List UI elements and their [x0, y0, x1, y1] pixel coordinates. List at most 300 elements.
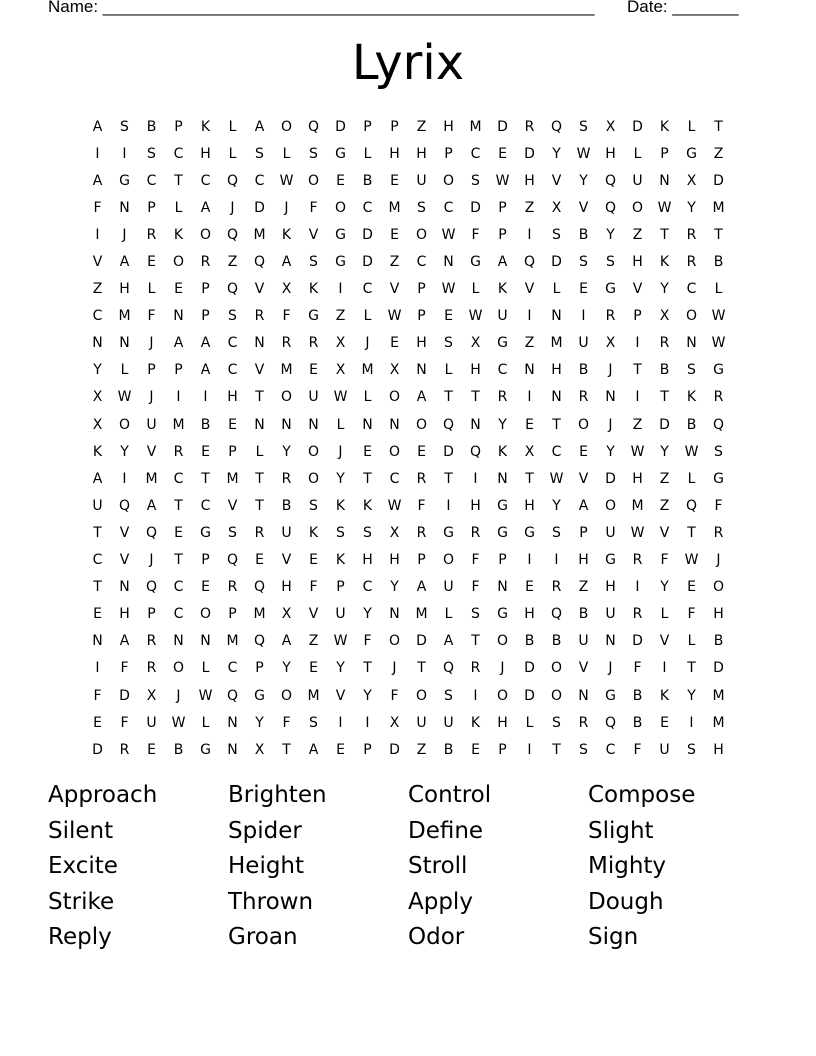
grid-letter: V: [119, 524, 130, 541]
grid-letter: N: [443, 254, 454, 271]
grid-letter: Q: [523, 254, 536, 271]
grid-letter: S: [444, 687, 453, 704]
grid-letter: I: [635, 579, 640, 596]
grid-letter: A: [497, 254, 508, 271]
grid-letter: E: [444, 308, 453, 325]
grid-letter: O: [118, 416, 131, 433]
grid-letter: U: [605, 606, 616, 623]
grid-letter: L: [120, 362, 129, 379]
word-list-item: Thrown: [228, 888, 314, 915]
grid-letter: A: [173, 335, 184, 352]
grid-letter: P: [201, 552, 210, 569]
grid-letter: Y: [255, 714, 264, 731]
grid-letter: V: [308, 226, 319, 243]
grid-letter: J: [122, 226, 127, 243]
grid-letter: G: [497, 524, 508, 541]
grid-letter: I: [581, 308, 586, 325]
grid-letter: I: [527, 308, 532, 325]
grid-letter: E: [579, 281, 588, 298]
grid-letter: V: [524, 281, 535, 298]
grid-letter: Y: [93, 362, 102, 379]
grid-letter: P: [201, 308, 210, 325]
grid-letter: W: [657, 199, 672, 216]
grid-letter: W: [711, 335, 726, 352]
grid-letter: B: [362, 172, 373, 189]
grid-letter: D: [416, 633, 427, 650]
grid-letter: X: [389, 524, 400, 541]
grid-letter: R: [146, 226, 157, 243]
grid-letter: O: [604, 497, 617, 514]
grid-letter: C: [254, 172, 265, 189]
grid-letter: Y: [336, 470, 345, 487]
grid-row: [84, 194, 732, 221]
grid-letter: R: [686, 254, 697, 271]
grid-letter: Y: [660, 281, 669, 298]
grid-letter: O: [172, 254, 185, 271]
grid-letter: H: [524, 172, 535, 189]
grid-letter: E: [93, 606, 102, 623]
grid-letter: D: [443, 443, 454, 460]
grid-letter: P: [444, 145, 453, 162]
grid-letter: Y: [363, 606, 372, 623]
grid-letter: H: [713, 606, 724, 623]
grid-letter: D: [605, 470, 616, 487]
grid-letter: B: [578, 606, 589, 623]
grid-letter: N: [605, 633, 616, 650]
grid-letter: I: [338, 714, 343, 731]
grid-letter: V: [578, 199, 589, 216]
grid-letter: W: [387, 497, 402, 514]
grid-letter: N: [389, 606, 400, 623]
grid-letter: Z: [308, 633, 319, 650]
grid-letter: S: [309, 497, 318, 514]
grid-letter: M: [361, 362, 374, 379]
grid-letter: C: [200, 172, 211, 189]
grid-letter: F: [633, 741, 642, 758]
grid-letter: Y: [282, 660, 291, 677]
grid-letter: M: [226, 633, 239, 650]
grid-letter: I: [122, 470, 127, 487]
grid-letter: M: [550, 335, 563, 352]
grid-letter: G: [308, 308, 319, 325]
grid-letter: E: [525, 416, 534, 433]
grid-letter: S: [336, 524, 345, 541]
grid-letter: I: [95, 145, 100, 162]
grid-row: [84, 465, 732, 492]
grid-letter: Z: [416, 118, 427, 135]
grid-letter: O: [685, 308, 698, 325]
grid-letter: I: [554, 552, 559, 569]
grid-letter: P: [228, 443, 237, 460]
grid-letter: X: [389, 362, 400, 379]
grid-letter: T: [174, 497, 183, 514]
grid-letter: C: [92, 552, 103, 569]
grid-letter: Q: [469, 443, 482, 460]
grid-letter: C: [416, 254, 427, 271]
grid-letter: B: [686, 416, 697, 433]
grid-letter: Z: [335, 308, 346, 325]
grid-letter: R: [173, 443, 184, 460]
grid-letter: K: [497, 443, 508, 460]
grid-letter: E: [93, 714, 102, 731]
grid-letter: L: [228, 145, 237, 162]
grid-letter: Q: [442, 660, 455, 677]
grid-letter: W: [630, 443, 645, 460]
grid-letter: J: [176, 687, 181, 704]
grid-letter: X: [686, 172, 697, 189]
grid-letter: I: [95, 660, 100, 677]
grid-letter: D: [362, 226, 373, 243]
grid-letter: K: [173, 226, 184, 243]
grid-row: [84, 330, 732, 357]
grid-row: [84, 411, 732, 438]
grid-letter: B: [578, 226, 589, 243]
grid-letter: N: [200, 633, 211, 650]
grid-letter: B: [713, 633, 724, 650]
grid-letter: Q: [226, 226, 239, 243]
grid-letter: D: [389, 741, 400, 758]
grid-letter: I: [176, 389, 181, 406]
grid-letter: R: [146, 633, 157, 650]
grid-letter: K: [362, 497, 373, 514]
grid-letter: J: [608, 362, 613, 379]
grid-letter: H: [632, 470, 643, 487]
grid-letter: W: [279, 172, 294, 189]
grid-letter: B: [173, 741, 184, 758]
grid-letter: S: [309, 254, 318, 271]
grid-letter: D: [659, 416, 670, 433]
grid-row: [84, 519, 732, 546]
grid-letter: N: [173, 633, 184, 650]
grid-letter: A: [119, 633, 130, 650]
grid-letter: T: [282, 741, 291, 758]
grid-letter: N: [578, 687, 589, 704]
grid-letter: G: [605, 552, 616, 569]
grid-letter: F: [147, 308, 156, 325]
grid-letter: Z: [524, 335, 535, 352]
word-list-item: Sign: [588, 924, 639, 951]
grid-letter: R: [281, 335, 292, 352]
grid-letter: N: [92, 335, 103, 352]
grid-letter: N: [227, 714, 238, 731]
grid-letter: Q: [604, 199, 617, 216]
grid-letter: C: [173, 606, 184, 623]
grid-letter: V: [254, 281, 265, 298]
grid-letter: P: [579, 524, 588, 541]
grid-letter: H: [362, 552, 373, 569]
grid-letter: R: [146, 660, 157, 677]
grid-letter: P: [147, 199, 156, 216]
grid-letter: X: [335, 335, 346, 352]
grid-letter: M: [118, 308, 131, 325]
grid-letter: F: [363, 633, 372, 650]
grid-letter: O: [496, 633, 509, 650]
grid-letter: Y: [579, 172, 588, 189]
grid-letter: T: [714, 118, 723, 135]
grid-letter: Z: [713, 145, 724, 162]
grid-letter: F: [390, 687, 399, 704]
grid-letter: V: [281, 552, 292, 569]
grid-letter: T: [93, 579, 102, 596]
grid-letter: Q: [145, 524, 158, 541]
grid-letter: U: [443, 579, 454, 596]
grid-letter: A: [443, 633, 454, 650]
grid-letter: S: [552, 226, 561, 243]
grid-letter: H: [470, 362, 481, 379]
grid-letter: K: [308, 281, 319, 298]
grid-letter: E: [201, 443, 210, 460]
grid-letter: B: [632, 687, 643, 704]
grid-letter: M: [145, 470, 158, 487]
grid-letter: C: [227, 660, 238, 677]
grid-letter: J: [392, 660, 397, 677]
grid-letter: G: [713, 470, 724, 487]
grid-letter: O: [442, 172, 455, 189]
grid-letter: T: [552, 741, 561, 758]
grid-letter: P: [417, 552, 426, 569]
grid-letter: J: [608, 660, 613, 677]
grid-letter: S: [417, 199, 426, 216]
grid-letter: D: [713, 172, 724, 189]
grid-letter: N: [119, 335, 130, 352]
grid-letter: I: [527, 226, 532, 243]
grid-letter: G: [713, 362, 724, 379]
grid-letter: N: [119, 199, 130, 216]
grid-letter: F: [714, 497, 723, 514]
grid-letter: R: [308, 335, 319, 352]
grid-letter: A: [281, 254, 292, 271]
word-list-item: Define: [408, 817, 484, 844]
grid-letter: H: [389, 552, 400, 569]
grid-letter: V: [659, 633, 670, 650]
grid-letter: G: [497, 606, 508, 623]
grid-letter: L: [174, 199, 183, 216]
grid-letter: V: [578, 470, 589, 487]
grid-letter: I: [473, 470, 478, 487]
grid-row: [84, 167, 732, 194]
grid-letter: X: [605, 335, 616, 352]
word-list: [48, 778, 768, 956]
grid-row: [84, 276, 732, 303]
grid-letter: R: [254, 524, 265, 541]
grid-letter: G: [254, 687, 265, 704]
grid-letter: E: [201, 579, 210, 596]
grid-letter: Y: [552, 497, 561, 514]
grid-letter: E: [309, 362, 318, 379]
grid-letter: M: [415, 606, 428, 623]
grid-letter: P: [255, 660, 264, 677]
grid-letter: E: [390, 335, 399, 352]
grid-letter: F: [660, 552, 669, 569]
grid-letter: K: [281, 226, 292, 243]
grid-letter: Z: [578, 579, 589, 596]
word-list-item: Approach: [48, 782, 158, 808]
grid-row: [84, 574, 732, 601]
grid-letter: F: [282, 308, 291, 325]
grid-letter: B: [443, 741, 454, 758]
grid-letter: W: [117, 389, 132, 406]
grid-letter: C: [227, 335, 238, 352]
grid-letter: I: [365, 714, 370, 731]
grid-letter: E: [660, 714, 669, 731]
grid-letter: K: [686, 389, 697, 406]
word-list-item: Brighten: [228, 782, 327, 808]
grid-letter: H: [713, 741, 724, 758]
grid-letter: S: [228, 308, 237, 325]
grid-letter: A: [416, 389, 427, 406]
grid-letter: O: [280, 687, 293, 704]
grid-letter: Z: [632, 416, 643, 433]
grid-letter: S: [444, 335, 453, 352]
grid-letter: H: [605, 145, 616, 162]
grid-letter: O: [199, 606, 212, 623]
grid-letter: I: [473, 687, 478, 704]
grid-letter: F: [309, 579, 318, 596]
grid-letter: F: [471, 552, 480, 569]
grid-letter: M: [712, 199, 725, 216]
grid-letter: Z: [416, 741, 427, 758]
grid-letter: X: [335, 362, 346, 379]
grid-letter: L: [201, 660, 210, 677]
grid-letter: G: [686, 145, 697, 162]
grid-letter: A: [119, 254, 130, 271]
grid-letter: T: [687, 524, 696, 541]
grid-letter: T: [201, 470, 210, 487]
grid-letter: U: [335, 606, 346, 623]
grid-letter: Q: [253, 633, 266, 650]
grid-letter: H: [470, 497, 481, 514]
grid-letter: Q: [226, 281, 239, 298]
grid-letter: E: [309, 660, 318, 677]
grid-letter: I: [527, 741, 532, 758]
grid-letter: C: [200, 497, 211, 514]
grid-letter: S: [147, 145, 156, 162]
grid-letter: H: [281, 579, 292, 596]
grid-letter: Y: [363, 687, 372, 704]
grid-letter: Y: [390, 579, 399, 596]
grid-letter: C: [497, 362, 508, 379]
grid-letter: V: [119, 552, 130, 569]
grid-letter: A: [308, 741, 319, 758]
grid-letter: N: [686, 335, 697, 352]
grid-letter: X: [524, 443, 535, 460]
grid-letter: T: [363, 660, 372, 677]
word-search-grid: [84, 113, 732, 763]
grid-letter: L: [687, 118, 696, 135]
grid-letter: W: [630, 524, 645, 541]
grid-letter: Q: [550, 606, 563, 623]
grid-letter: W: [387, 308, 402, 325]
grid-letter: S: [687, 362, 696, 379]
grid-letter: O: [550, 687, 563, 704]
grid-letter: P: [417, 281, 426, 298]
word-list-item: Compose: [588, 782, 696, 808]
grid-letter: W: [441, 281, 456, 298]
grid-letter: V: [308, 606, 319, 623]
grid-letter: Y: [282, 443, 291, 460]
grid-row: [84, 709, 732, 736]
grid-letter: W: [576, 145, 591, 162]
grid-row: [84, 303, 732, 330]
word-list-item: Excite: [48, 853, 118, 880]
grid-letter: C: [227, 362, 238, 379]
grid-letter: W: [171, 714, 186, 731]
grid-letter: C: [551, 443, 562, 460]
grid-letter: Y: [660, 579, 669, 596]
grid-letter: R: [578, 389, 589, 406]
grid-letter: J: [284, 199, 289, 216]
grid-letter: K: [335, 552, 346, 569]
grid-letter: R: [416, 524, 427, 541]
grid-letter: C: [92, 308, 103, 325]
grid-letter: R: [605, 308, 616, 325]
grid-letter: G: [335, 145, 346, 162]
grid-letter: G: [524, 524, 535, 541]
grid-letter: H: [200, 145, 211, 162]
grid-letter: A: [92, 172, 103, 189]
grid-letter: J: [608, 416, 613, 433]
grid-letter: V: [146, 443, 157, 460]
grid-letter: R: [470, 524, 481, 541]
grid-letter: Z: [659, 470, 670, 487]
grid-letter: C: [173, 145, 184, 162]
grid-letter: X: [659, 308, 670, 325]
grid-letter: T: [471, 633, 480, 650]
grid-letter: Z: [524, 199, 535, 216]
grid-row: [84, 384, 732, 411]
grid-letter: U: [146, 416, 157, 433]
grid-letter: P: [498, 226, 507, 243]
grid-letter: E: [255, 552, 264, 569]
grid-letter: H: [443, 118, 454, 135]
grid-letter: F: [93, 687, 102, 704]
grid-letter: W: [684, 443, 699, 460]
grid-letter: Y: [498, 416, 507, 433]
grid-letter: N: [551, 308, 562, 325]
grid-letter: A: [200, 335, 211, 352]
grid-letter: E: [579, 443, 588, 460]
grid-letter: M: [631, 497, 644, 514]
grid-letter: J: [230, 199, 235, 216]
grid-letter: Z: [389, 254, 400, 271]
grid-letter: U: [659, 741, 670, 758]
grid-letter: Q: [685, 497, 698, 514]
grid-letter: X: [605, 118, 616, 135]
grid-letter: T: [255, 389, 264, 406]
grid-letter: I: [635, 335, 640, 352]
word-list-item: Stroll: [408, 853, 468, 880]
grid-letter: H: [497, 714, 508, 731]
grid-letter: G: [335, 226, 346, 243]
grid-letter: P: [201, 281, 210, 298]
grid-letter: M: [712, 687, 725, 704]
grid-letter: O: [388, 389, 401, 406]
grid-letter: V: [335, 687, 346, 704]
grid-letter: D: [119, 687, 130, 704]
page-title: Lyrix: [351, 35, 465, 91]
grid-letter: S: [552, 524, 561, 541]
grid-letter: P: [498, 741, 507, 758]
grid-letter: L: [363, 308, 372, 325]
grid-letter: Q: [604, 714, 617, 731]
grid-letter: B: [524, 633, 535, 650]
grid-letter: I: [95, 226, 100, 243]
grid-letter: G: [443, 524, 454, 541]
grid-letter: E: [498, 145, 507, 162]
grid-letter: X: [92, 416, 103, 433]
grid-letter: D: [470, 199, 481, 216]
word-list-item: Mighty: [588, 853, 667, 880]
